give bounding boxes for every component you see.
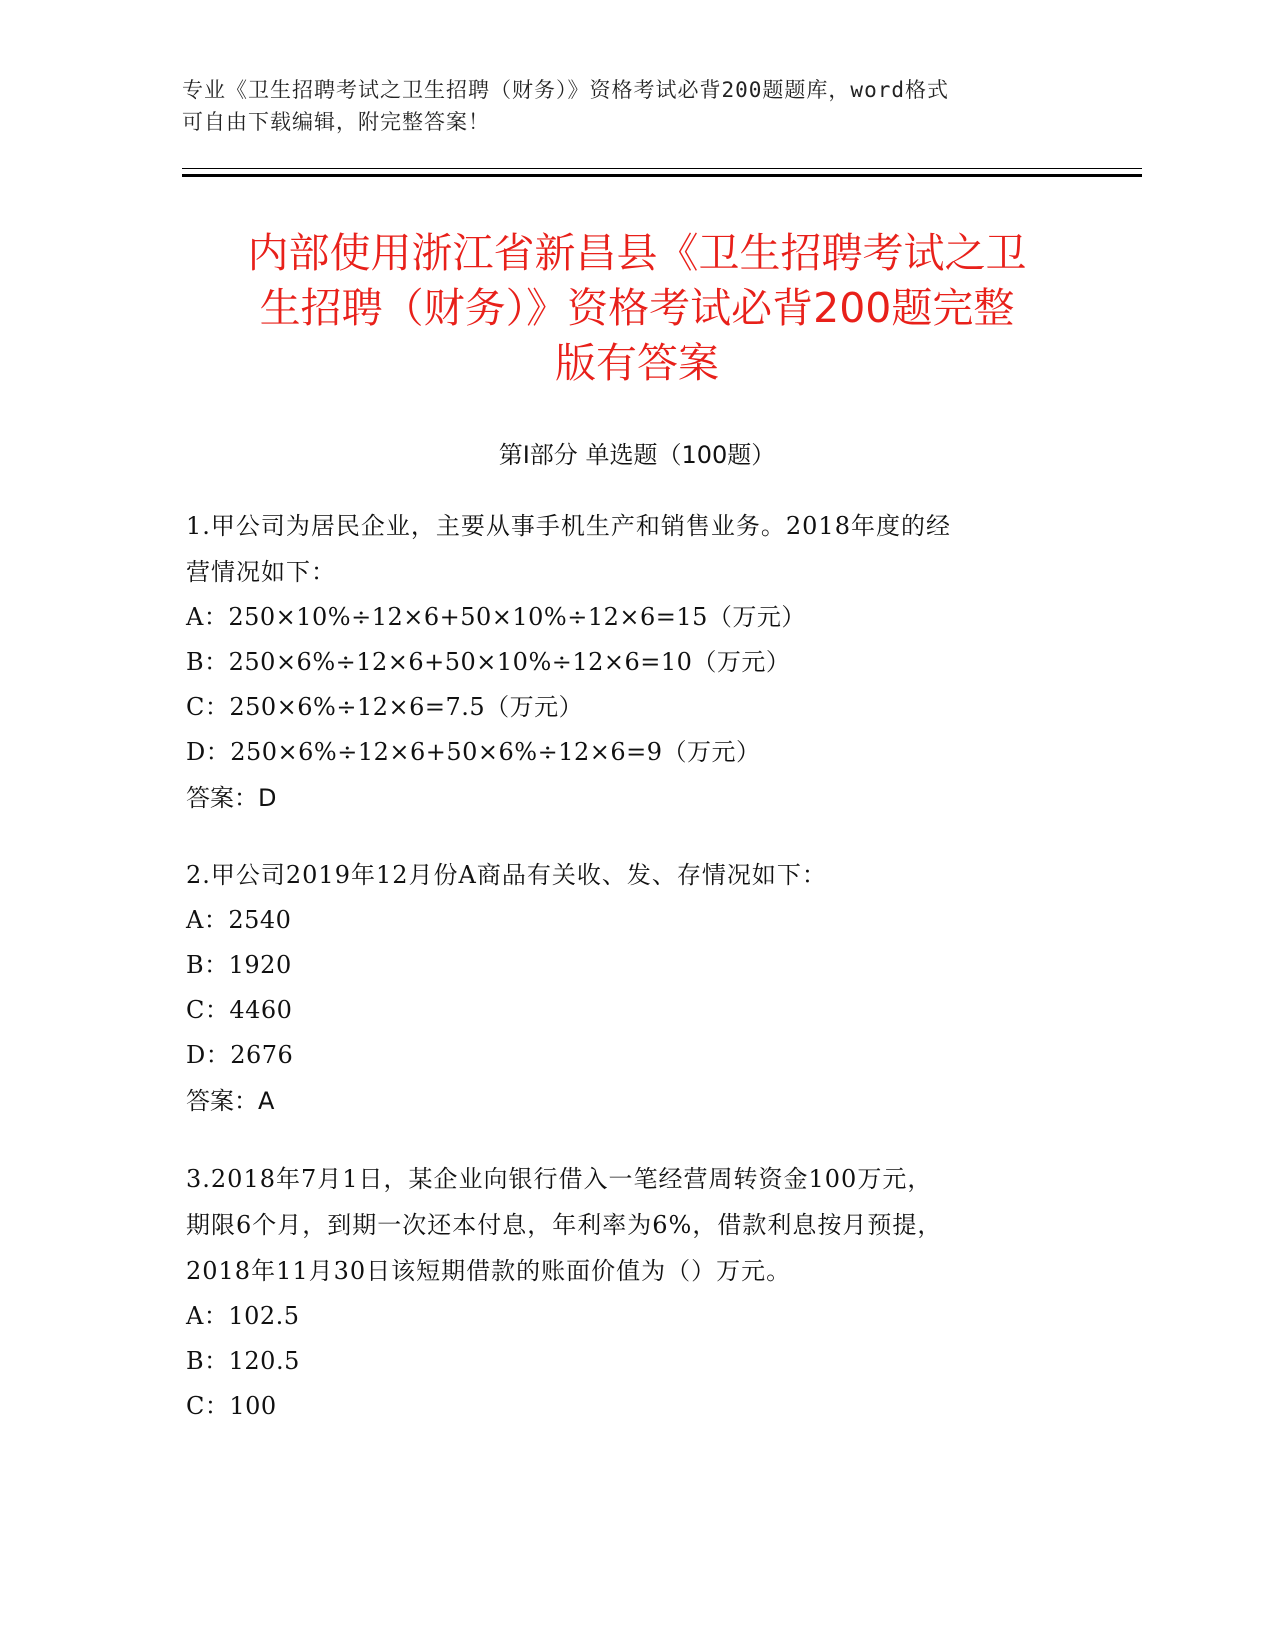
document-title-line-2: 生招聘（财务）》资格考试必背200题完整 [259,284,1015,332]
header-note [182,74,1062,138]
question-1 [186,503,1086,821]
question-stem-line: 1.甲公司为居民企业，主要从事手机生产和销售业务。2018年度的经 [186,512,951,540]
option-b: B：250×6%÷12×6+50×10%÷12×6=10（万元） [186,648,791,676]
header-note-line-1: 专业《卫生招聘考试之卫生招聘（财务）》资格考试必背200题题库，word格式 [182,78,949,102]
option-b: B：120.5 [186,1347,300,1375]
header-note-line-2: 可自由下载编辑，附完整答案！ [182,110,490,134]
question-stem-line: 2018年11月30日该短期借款的账面价值为（）万元。 [186,1257,792,1285]
document-title-line-3: 版有答案 [555,339,719,387]
option-a: A：2540 [186,906,292,934]
document-title [182,226,1092,391]
option-c: C：250×6%÷12×6=7.5（万元） [186,693,584,721]
question-stem [186,503,1086,595]
option-d: D：2676 [186,1041,294,1069]
question-stem [186,1156,1086,1294]
option-c: C：100 [186,1392,277,1420]
option-a: A：250×10%÷12×6+50×10%÷12×6=15（万元） [186,603,806,631]
answer-text: 答案：D [186,784,277,812]
question-3 [186,1156,1086,1429]
section-title: 第Ⅰ部分 单选题（100题） [498,441,776,469]
option-b: B：1920 [186,951,292,979]
option-d: D：250×6%÷12×6+50×6%÷12×6=9（万元） [186,738,761,766]
answer-text: 答案：A [186,1087,275,1115]
option-a: A：102.5 [186,1302,300,1330]
option-c: C：4460 [186,996,293,1024]
question-2 [186,852,1086,1124]
header-divider-thick [182,174,1142,177]
question-stem [186,852,1086,898]
question-stem-line: 期限6个月，到期一次还本付息，年利率为6%，借款利息按月预提， [186,1211,943,1239]
question-stem-line: 营情况如下： [186,558,336,586]
question-stem-line: 3.2018年7月1日，某企业向银行借入一笔经营周转资金100万元， [186,1165,933,1193]
header-divider-thin [182,168,1142,169]
document-title-line-1: 内部使用浙江省新昌县《卫生招聘考试之卫 [247,229,1027,277]
question-stem-line: 2.甲公司2019年12月份A商品有关收、发、存情况如下： [186,861,827,889]
